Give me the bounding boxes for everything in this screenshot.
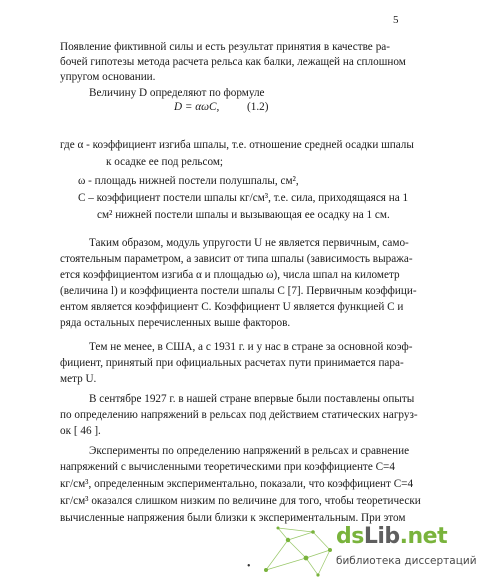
text-line: Таким образом, модуль упругости U не является первичным, само- [89, 237, 409, 249]
text-line: вычисленные напряжения были близки к экспериментальным. При этом [60, 512, 406, 524]
text-line: Величину D определяют по формуле [89, 87, 265, 99]
text-line: В сентябре 1927 г. в нашей стране впервые были поставлены опыты [89, 393, 415, 405]
network-globe-icon [258, 520, 338, 580]
text-line: Появление фиктивной силы и есть результат принятия в качестве ра- [60, 41, 390, 53]
text-line: Тем не менее, в США, а с 1931 г. и у нас в стране за основной коэф- [89, 341, 413, 353]
brand-prefix: ds [336, 524, 364, 549]
text-line: кг/см³, определенным экспериментально, показали, что коэффициент C=4 [60, 478, 414, 490]
text-line: бочей гипотезы метода расчета рельса как балки, лежащей на сплошном [60, 56, 406, 68]
page-number: 5 [393, 14, 399, 26]
text-line: стоятельным параметром, а зависит от типа шпалы (зависимость выража- [60, 253, 413, 265]
text-line: упругом основании. [60, 71, 156, 83]
watermark-logo [258, 520, 477, 580]
text-line: к осадке ее под рельсом; [106, 156, 224, 168]
equation-number: (1.2) [247, 101, 269, 113]
text-line: фициент, принятый при официальных расчетах пути принимается пара- [60, 357, 404, 369]
text-line: ентом является коэффициент C. Коэффициент U является функцией C и [60, 301, 404, 313]
formula: D = αωC, [174, 101, 220, 113]
brand-middle: Lib [363, 524, 400, 549]
text-line: где α - коэффициент изгиба шпалы, т.е. отношение средней осадки шпалы [60, 139, 414, 151]
watermark-brand [336, 524, 447, 549]
text-line: Эксперименты по определению напряжений в рельсах и сравнение [89, 445, 410, 457]
text-line: ется коэффициентом изгиба α и площадью ω), числа шпал на километр [60, 269, 400, 281]
text-line: ряда остальных перечисленных выше факторов. [60, 317, 291, 329]
text-line: напряжений с вычисленными теоретическими при коэффициенте C=4 [60, 461, 395, 473]
text-line: (величина l) и коэффициента постели шпалы C [7]. Первичным коэффици- [60, 285, 417, 297]
text-line: C – коэффициент постели шпалы кг/см³, т.е. сила, приходящаяся на 1 [78, 192, 409, 204]
text-line: кг/см³ оказался слишком низким по величине для того, чтобы теоретически [60, 495, 421, 507]
bottom-mark: • [247, 561, 251, 572]
text-line: ω - площадь нижней постели полушпалы, см², [78, 175, 299, 187]
text-line: см² нижней постели шпалы и вызывающая ее осадку на 1 см. [97, 209, 390, 221]
text-line: по определению напряжений в рельсах под действием статических нагруз- [60, 409, 418, 421]
text-line: метр U. [60, 373, 97, 385]
brand-suffix: .net [399, 524, 448, 549]
text-line: ок [ 46 ]. [60, 425, 101, 437]
watermark-subtitle: библиотека диссертаций [336, 555, 477, 567]
